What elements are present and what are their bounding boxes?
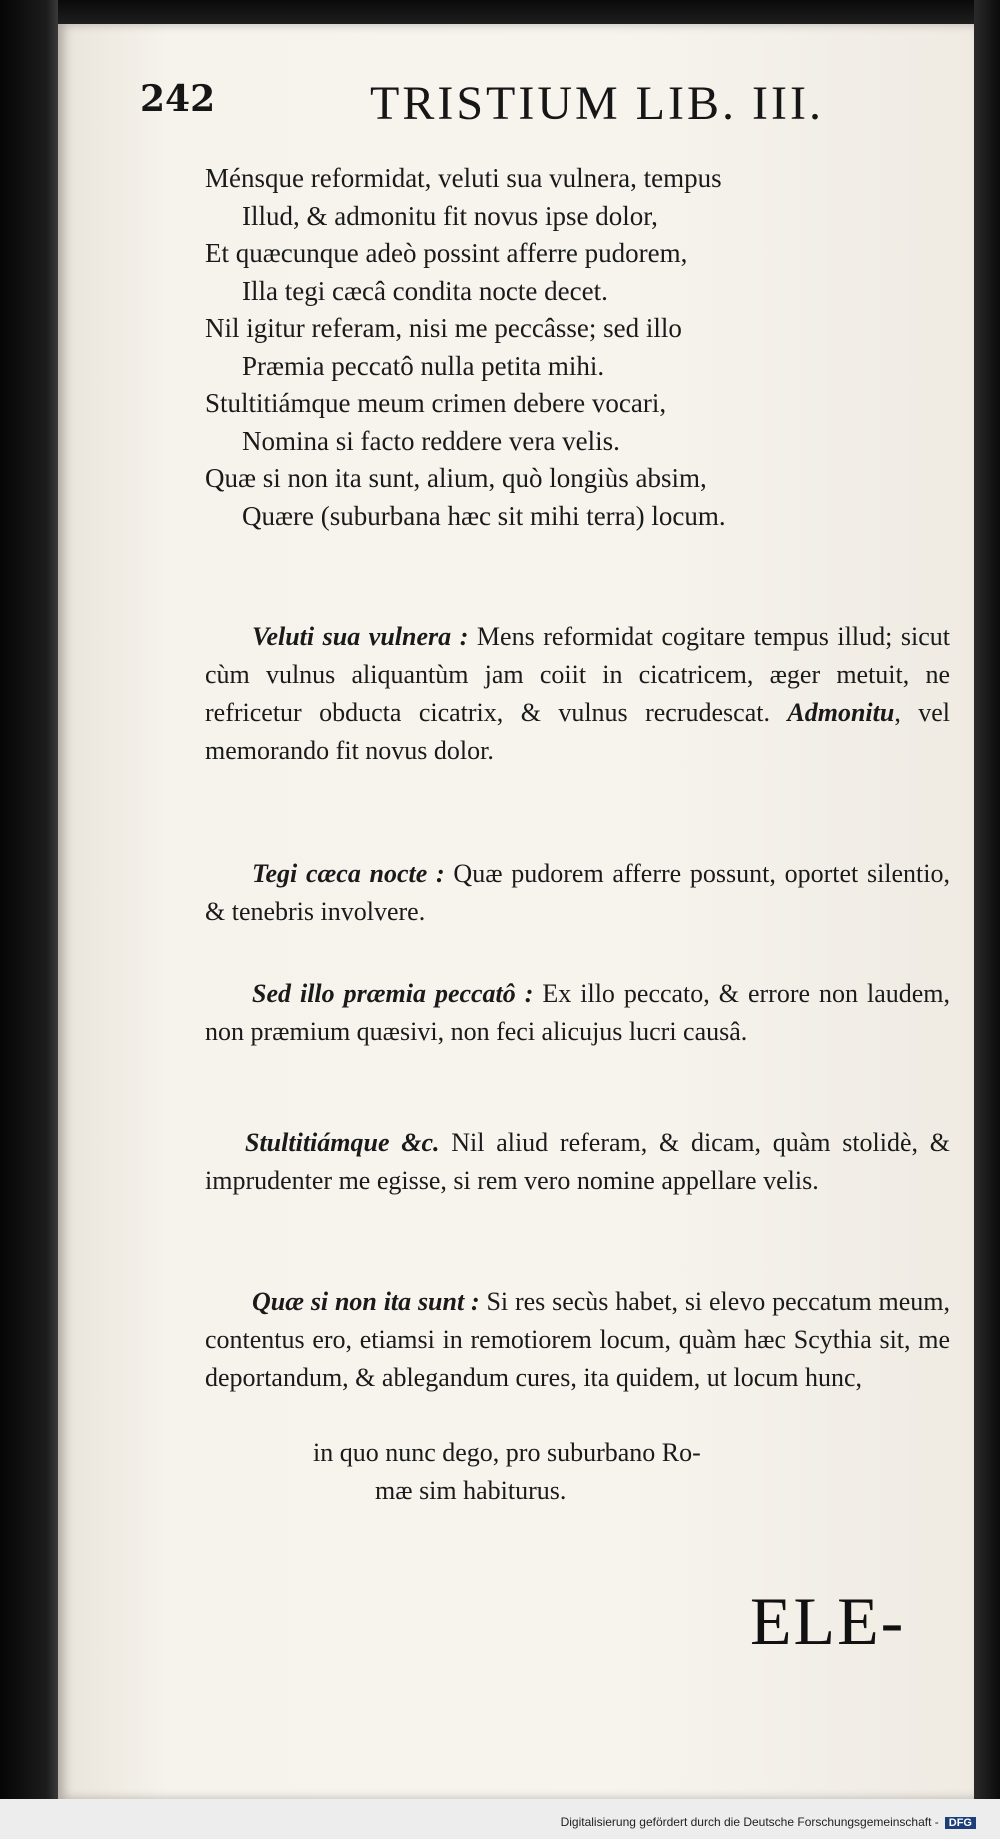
scan-frame-top <box>0 0 1000 24</box>
verse-block <box>205 160 985 535</box>
verse-line: Stultitiámque meum crimen debere vocari, <box>205 388 667 418</box>
note-text: Quæ pudorem afferre possunt, oportet silentio, & tenebris involvere. <box>205 859 950 926</box>
note-lemma: Veluti sua vulnera : <box>252 622 469 651</box>
verse-line: Nil igitur referam, nisi me peccâsse; sed illo <box>205 313 682 343</box>
verse-line: Quæ si non ita sunt, alium, quò longiùs absim, <box>205 463 707 493</box>
commentary-note <box>205 855 950 931</box>
note-lemma: Stultitiámque &c. <box>245 1128 440 1157</box>
verse-line: Ménsque reformidat, veluti sua vulnera, tempus <box>205 163 722 193</box>
commentary-note <box>205 1124 950 1200</box>
note-lemma: Quæ si non ita sunt : <box>252 1287 480 1316</box>
note-text: Si res secùs habet, si elevo peccatum meum, contentus ero, etiamsi in remotiorem locum, quàm hæc Scythia sit, me deportandum, & ablegandum cures, ita quidem, ut locum hunc, <box>205 1287 950 1392</box>
note-text-tail: in quo nunc dego, pro suburbano Ro- <box>313 1438 701 1467</box>
note-text: Ex illo peccato, & errore non laudem, non præmium quæsivi, non feci alicujus lucri causâ. <box>205 979 950 1046</box>
running-title: TRISTIUM LIB. III. <box>370 77 824 130</box>
catchword: ELE- <box>750 1583 906 1659</box>
scan-frame-left <box>0 0 58 1839</box>
page-number: 242 <box>140 78 216 120</box>
verse-line: Illud, & admonitu fit novus ipse dolor, <box>242 200 658 231</box>
note-text: Mens reformidat cogitare tempus illud; sicut cùm vulnus aliquantùm jam coiit in cicatricem, æger metuit, ne refricetur obducta cicatrix, & vulnus recrudescat. <box>205 622 950 727</box>
verse-line: Præmia peccatô nulla petita mihi. <box>242 350 605 381</box>
commentary-note <box>205 1283 950 1397</box>
commentary-note <box>205 975 950 1051</box>
credit-text: Digitalisierung gefördert durch die Deutsche Forschungsgemeinschaft - <box>560 1815 939 1829</box>
verse-line: Nomina si facto reddere vera velis. <box>242 425 620 456</box>
verse-line: Et quæcunque adeò possint afferre pudorem, <box>205 238 688 268</box>
note-text-tail: mæ sim habiturus. <box>375 1476 567 1505</box>
commentary-note <box>205 618 950 770</box>
note-text: Nil aliud referam, & dicam, quàm stolidè, & imprudenter me egisse, si rem vero nomine appellare velis. <box>205 1128 950 1195</box>
verse-line: Quære (suburbana hæc sit mihi terra) locum. <box>242 500 726 531</box>
note-lemma: Tegi cæca nocte : <box>252 859 445 888</box>
page-header <box>140 72 940 132</box>
digitization-credit <box>561 1815 976 1829</box>
verse-line: Illa tegi cæcâ condita nocte decet. <box>242 275 608 306</box>
note-text: , vel memorando fit novus dolor. <box>205 698 950 765</box>
dfg-logo: DFG <box>945 1817 976 1829</box>
note-lemma: Sed illo præmia peccatô : <box>252 979 534 1008</box>
note-lemma: Admonitu <box>787 698 895 727</box>
